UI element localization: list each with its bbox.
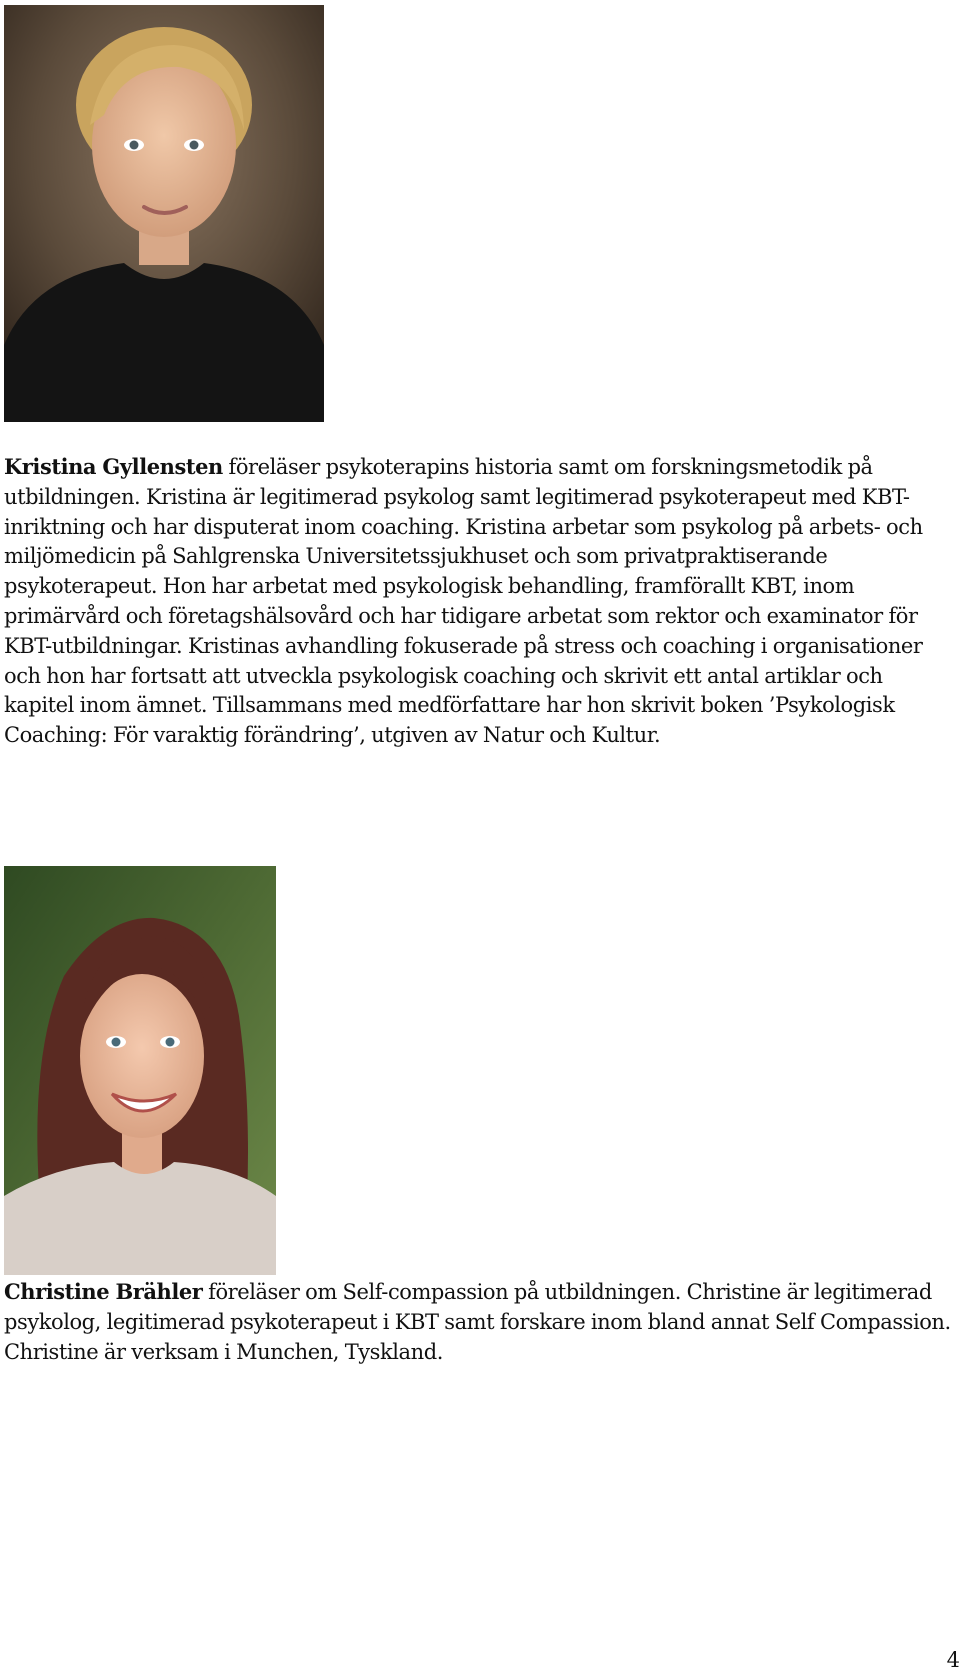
portrait-photo-kristina-gyllensten [4,5,324,422]
bio-kristina-gyllensten [4,452,952,751]
bio-text: föreläser om Self-compassion på utbildningen. Christine är legitimerad psykolog, legitimerad psykoterapeut i KBT samt forskare inom bland annat Self Compassion. Christine är verksam i Munchen, Tyskland. [4,1280,951,1364]
person-name: Christine Brähler [4,1279,203,1304]
bio-text: föreläser psykoterapins historia samt om forskningsmetodik på utbildningen. Kristina är legitimerad psykolog samt legitimerad psykoterapeut med KBT-inriktning och har disputerat inom coaching. Kristina arbetar som psykolog på arbets- och miljömedicin på Sahlgrenska Universitetssjukhuset och som privatpraktiserande psykoterapeut. Hon har arbetat med psykologisk behandling, framförallt KBT, inom primärvård och företagshälsovård och har tidigare arbetat som rektor och examinator för KBT-utbildningar. Kristinas avhandling fokuserade på stress och coaching i organisationer och hon har fortsatt att utveckla psykologisk coaching och skrivit ett antal artiklar och kapitel inom ämnet. Tillsammans med medförfattare har hon skrivit boken ’Psykologisk Coaching: För varaktig förändring’, utgiven av Natur och Kultur. [4,455,923,748]
person-name: Kristina Gyllensten [4,454,223,479]
bio-christine-brahler [4,1277,952,1367]
portrait-photo-christine-brahler [4,866,276,1275]
page-number: 4 [946,1648,960,1672]
